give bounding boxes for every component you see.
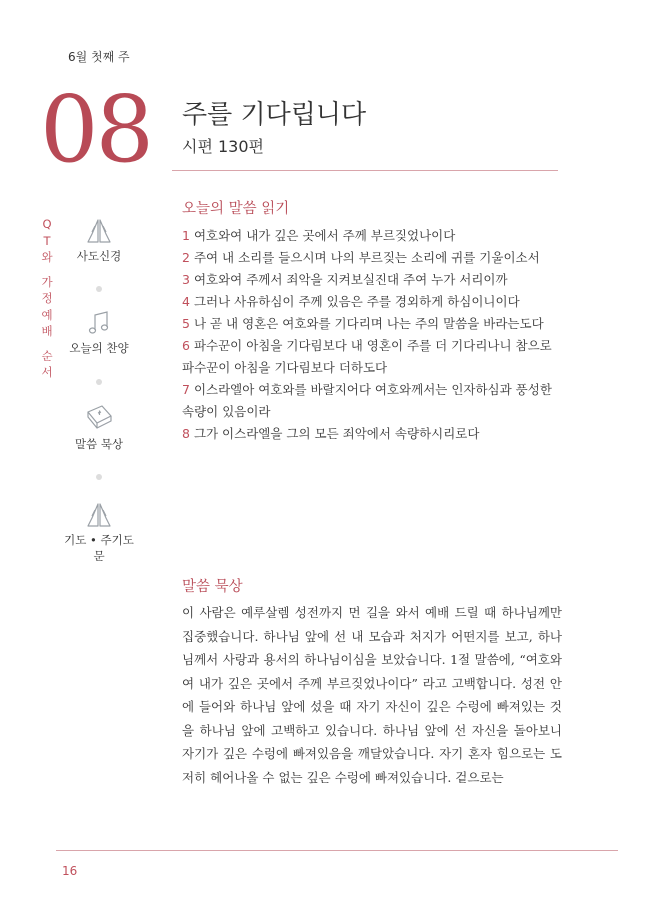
vertical-order-label: Q T 와 가 정 예 배 순 서 [41, 217, 53, 379]
page-number: 16 [62, 864, 78, 878]
step-apostles-creed [59, 218, 139, 264]
week-label: 6월 첫째 주 [68, 50, 130, 64]
step-todays-hymn [59, 310, 139, 356]
verse: 8 그가 이스라엘을 그의 모든 죄악에서 속량하시리로다 [182, 426, 480, 441]
verse: 7 이스라엘아 여호와를 바랄지어다 여호와께서는 인자하심과 풍성한 속량이 있음이라 [182, 382, 552, 419]
scripture-reading [182, 225, 562, 445]
verse: 4 그러나 사유하심이 주께 있음은 주를 경외하게 하심이니이다 [182, 294, 520, 309]
reading-heading: 오늘의 말씀 읽기 [182, 201, 290, 217]
praying-hands-icon [84, 218, 114, 244]
title-divider [172, 170, 558, 171]
footer-divider [56, 850, 618, 851]
bible-icon [84, 402, 114, 432]
day-number: 08 [40, 76, 152, 183]
verse: 2 주여 내 소리를 들으시며 나의 부르짖는 소리에 귀를 기울이소서 [182, 250, 540, 265]
step-label: 오늘의 찬양 [69, 341, 129, 355]
step-separator-dot [96, 379, 102, 385]
music-note-icon [87, 310, 111, 336]
page-subtitle: 시편 130편 [182, 137, 264, 156]
step-label: 말씀 묵상 [74, 437, 124, 451]
meditation-heading: 말씀 묵상 [182, 579, 243, 595]
page-title: 주를 기다립니다 [182, 100, 367, 130]
verse: 1 여호와여 내가 깊은 곳에서 주께 부르짖었나이다 [182, 228, 456, 243]
step-label: 사도신경 [76, 249, 122, 263]
verse: 6 파수꾼이 아침을 기다림보다 내 영혼이 주를 더 기다리나니 참으로 파수꾼이 아침을 기다림보다 더하도다 [182, 338, 552, 375]
praying-hands-icon [84, 502, 114, 528]
step-word-meditation [59, 402, 139, 452]
step-separator-dot [96, 286, 102, 292]
step-prayer [59, 502, 139, 564]
meditation-body: 이 사람은 예루살렘 성전까지 먼 길을 와서 예배 드릴 때 하나님께만 집중했습니다. 하나님 앞에 선 내 모습과 처지가 어떤지를 보고, 하나님께서 사랑과 용서의 하나님이심을 보았습니다. 1절 말씀에, “여호와여 내가 깊은 곳에서 주께 부르짖었나이다” 라고 고백합니다. 성전 안에 들어와 하나님 앞에 섰을 때 자기 자신이 깊은 수렁에 빠져있는 것을 하나님 앞에 고백하고 있습니다. 하나님 앞에 선 자신을 돌아보니 자기가 깊은 수렁에 빠져있음을 깨달았습니다. 자기 혼자 힘으로는 도저히 헤어나올 수 없는 깊은 수렁에 빠져있습니다. 겉으로는 [182, 605, 562, 785]
step-separator-dot [96, 474, 102, 480]
verse: 3 여호와여 주께서 죄악을 지켜보실진대 주여 누가 서리이까 [182, 272, 508, 287]
verse: 5 나 곧 내 영혼은 여호와를 기다리며 나는 주의 말씀을 바라는도다 [182, 316, 544, 331]
step-label: 기도 • 주기도문 [64, 533, 134, 563]
